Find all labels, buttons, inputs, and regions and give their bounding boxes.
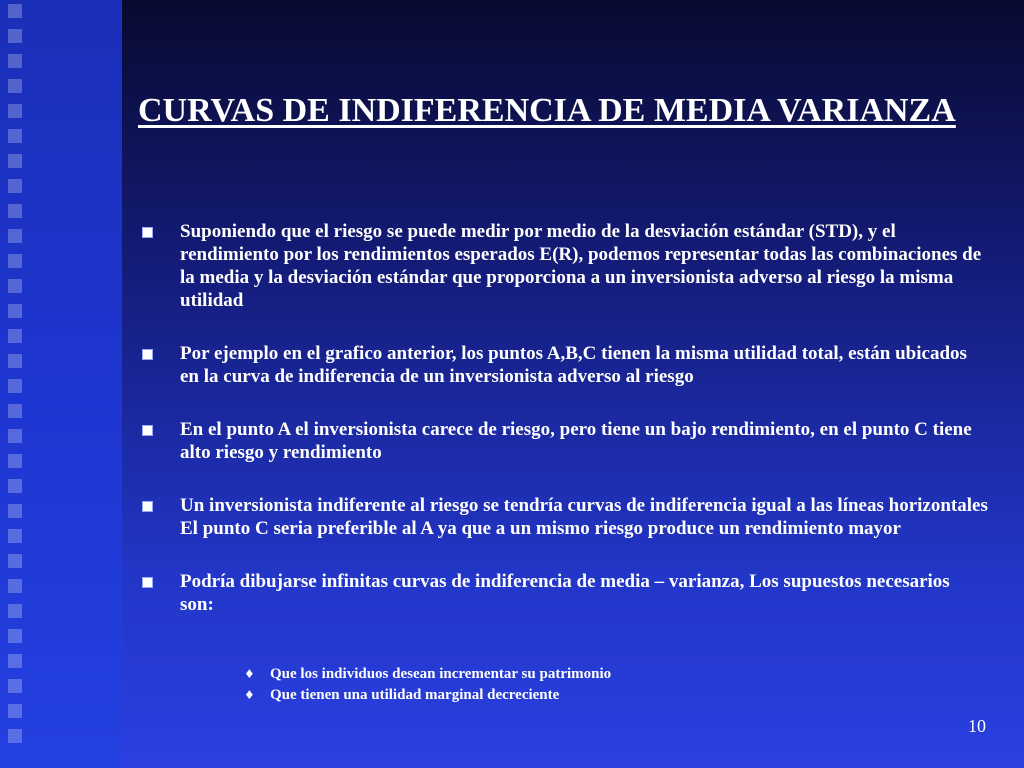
decorative-square bbox=[8, 254, 22, 268]
bullet-item bbox=[138, 220, 988, 312]
decorative-square bbox=[8, 354, 22, 368]
decorative-square bbox=[8, 579, 22, 593]
square-bullet-icon bbox=[142, 577, 153, 588]
bullet-item bbox=[138, 342, 988, 388]
square-bullet-icon bbox=[142, 227, 153, 238]
decorative-square bbox=[8, 129, 22, 143]
decorative-square bbox=[8, 204, 22, 218]
decorative-square bbox=[8, 554, 22, 568]
decorative-square bbox=[8, 54, 22, 68]
bullet-list bbox=[138, 220, 988, 646]
decorative-square bbox=[8, 329, 22, 343]
decorative-square bbox=[8, 604, 22, 618]
decorative-square bbox=[8, 279, 22, 293]
sub-bullet-item bbox=[242, 685, 942, 706]
square-bullet-icon bbox=[142, 349, 153, 360]
decorative-square bbox=[8, 454, 22, 468]
left-decorative-band bbox=[0, 0, 122, 768]
bullet-item bbox=[138, 570, 988, 616]
bullet-text: Por ejemplo en el grafico anterior, los puntos A,B,C tienen la misma utilidad total, están ubicados en la curva de indiferencia de un inversionista adverso al riesgo bbox=[180, 343, 967, 387]
decorative-square bbox=[8, 304, 22, 318]
decorative-square bbox=[8, 504, 22, 518]
bullet-text: En el punto A el inversionista carece de riesgo, pero tiene un bajo rendimiento, en el punto C tiene alto riesgo y rendimiento bbox=[180, 419, 972, 463]
bullet-text: Un inversionista indiferente al riesgo se tendría curvas de indiferencia igual a las líneas horizontales El punto C seria preferible al A ya que a un mismo riesgo produce un rendimiento mayor bbox=[180, 495, 988, 539]
decorative-square bbox=[8, 479, 22, 493]
decorative-square bbox=[8, 29, 22, 43]
decorative-square bbox=[8, 104, 22, 118]
diamond-bullet-icon: ♦ bbox=[244, 667, 255, 681]
decorative-squares bbox=[8, 0, 28, 768]
square-bullet-icon bbox=[142, 425, 153, 436]
sub-bullet-text: Que tienen una utilidad marginal decreciente bbox=[270, 687, 560, 703]
slide-title: CURVAS DE INDIFERENCIA DE MEDIA VARIANZA bbox=[138, 92, 956, 129]
bullet-item bbox=[138, 494, 988, 540]
square-bullet-icon bbox=[142, 501, 153, 512]
decorative-square bbox=[8, 79, 22, 93]
bullet-item bbox=[138, 418, 988, 464]
decorative-square bbox=[8, 629, 22, 643]
diamond-bullet-icon: ♦ bbox=[244, 688, 255, 702]
bullet-text: Podría dibujarse infinitas curvas de indiferencia de media – varianza, Los supuestos necesarios son: bbox=[180, 571, 950, 615]
decorative-square bbox=[8, 179, 22, 193]
decorative-square bbox=[8, 429, 22, 443]
sub-bullet-item bbox=[242, 664, 942, 685]
decorative-square bbox=[8, 729, 22, 743]
decorative-square bbox=[8, 679, 22, 693]
decorative-square bbox=[8, 654, 22, 668]
decorative-square bbox=[8, 229, 22, 243]
sub-bullet-list bbox=[242, 664, 942, 706]
decorative-square bbox=[8, 379, 22, 393]
decorative-square bbox=[8, 704, 22, 718]
page-number: 10 bbox=[968, 716, 986, 736]
decorative-square bbox=[8, 4, 22, 18]
decorative-square bbox=[8, 529, 22, 543]
bullet-text: Suponiendo que el riesgo se puede medir por medio de la desviación estándar (STD), y el rendimiento por los rendimientos esperados E(R), podemos representar todas las combinaciones de la media y la desviación estándar que proporciona a un inversionista adverso al riesgo la misma utilidad bbox=[180, 221, 982, 311]
sub-bullet-text: Que los individuos desean incrementar su patrimonio bbox=[270, 666, 612, 682]
decorative-square bbox=[8, 404, 22, 418]
decorative-square bbox=[8, 154, 22, 168]
